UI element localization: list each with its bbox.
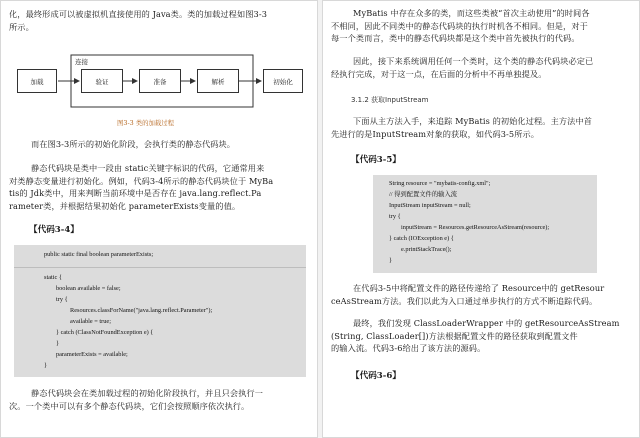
code-line: } xyxy=(44,362,48,369)
text-line: ceAsStream方法。我们以此为入口通过单步执行的方式不断追踪代码。 xyxy=(331,295,598,306)
text-line: 而在图3-3所示的初始化阶段，会执行类的静态代码块。 xyxy=(31,139,236,149)
right-paragraph-4 xyxy=(331,282,604,307)
text-line: MyBatis 中存在众多的类，而这些类被“首次主动使用”的时间各 xyxy=(353,8,590,18)
load-box: 加载 xyxy=(17,69,57,93)
code-block-3-4 xyxy=(14,245,306,377)
text-line: 每一个类而言，类中的静态代码块都是这个类中首先被执行的代码。 xyxy=(331,33,580,44)
text-line: (String, ClassLoader[])方法根据配置文件的路径获取到配置文件 xyxy=(331,330,578,341)
code-line: e.printStackTrace(); xyxy=(401,246,452,253)
code-line: } catch (ClassNotFoundException e) { xyxy=(56,329,154,336)
left-bottom-paragraph xyxy=(9,387,263,412)
left-page xyxy=(0,0,318,438)
code-line: String resource = "mybatis-config.xml"; xyxy=(389,180,491,187)
text-line: 不相同，因此不同类中的静态代码块的执行时机各不相同。但是，对于 xyxy=(331,20,588,31)
code-line: boolean available = false; xyxy=(56,285,121,292)
text-line: 对类静态变量进行初始化。例如，代码3-4所示的静态代码块位于 MyBa xyxy=(9,175,274,186)
text-line: rameter类，并根据结果初始化 parameterExists变量的值。 xyxy=(9,200,241,211)
code-line: InputStream inputStream = null; xyxy=(389,202,471,209)
text-line: 次。一个类中可以有多个静态代码块，它们会按照顺序依次执行。 xyxy=(9,400,250,411)
section-title: 3.1.2 获取InputStream xyxy=(351,96,429,104)
code-divider xyxy=(14,267,306,268)
class-loading-diagram xyxy=(15,51,305,109)
code-title-3-5: 【代码3-5】 xyxy=(351,155,401,165)
code-line: // 得到配置文件的输入流 xyxy=(389,191,458,198)
right-paragraph-3 xyxy=(331,115,592,140)
text-line: 化，最终形成可以被虚拟机直接使用的 Java类。类的加载过程如图3-3 xyxy=(9,9,268,19)
left-top-paragraph xyxy=(9,8,267,33)
text-line: 在代码3-5中将配置文件的路径传递给了 Resource中的 getResour xyxy=(353,283,605,293)
text-line: 因此，接下来系统调用任何一个类时，这个类的静态代码块必定已 xyxy=(353,56,594,66)
code-line: inputStream = Resources.getResourceAsStream(resource); xyxy=(401,224,550,231)
code-line: static { xyxy=(44,274,62,281)
left-paragraph-3 xyxy=(9,162,273,212)
text-line: 静态代码块是类中一段由 static关键字标识的代码，它通常用来 xyxy=(31,163,265,173)
code-line: try { xyxy=(389,213,401,220)
right-paragraph-1 xyxy=(331,7,590,45)
right-paragraph-2 xyxy=(331,55,593,80)
code-line: parameterExists = available; xyxy=(56,351,128,358)
init-box: 初始化 xyxy=(263,69,303,93)
prepare-box: 准备 xyxy=(139,69,181,93)
code-title-3-4: 【代码3-4】 xyxy=(29,225,79,235)
text-line: 下面从主方法入手，来追踪 MyBatis 的初始化过程。主方法中首 xyxy=(353,116,593,126)
code-line: } xyxy=(389,257,393,264)
text-line: tis的 Jdk类中，用来判断当前环境中是否存在 java.lang.reflect.Pa xyxy=(9,188,262,199)
code-line: public static final boolean parameterExists; xyxy=(44,251,154,258)
code-title-3-6: 【代码3-6】 xyxy=(351,371,401,381)
right-paragraph-5 xyxy=(331,317,619,355)
code-block-3-5 xyxy=(373,175,597,273)
text-line: 的输入流。代码3-6给出了该方法的源码。 xyxy=(331,343,486,354)
left-paragraph-2 xyxy=(31,138,235,151)
text-line: 所示。 xyxy=(9,21,34,32)
link-group-label: 连接 xyxy=(75,58,88,66)
code-line: } xyxy=(56,340,60,347)
text-line: 最终，我们发现 ClassLoaderWrapper 中的 getResourceAsStream xyxy=(353,318,620,328)
right-page xyxy=(322,0,640,438)
resolve-box: 解析 xyxy=(197,69,239,93)
code-line: try { xyxy=(56,296,68,303)
code-line: available = true; xyxy=(70,318,111,325)
code-line: } catch (IOException e) { xyxy=(389,235,454,242)
text-line: 静态代码块会在类加载过程的初始化阶段执行，并且只会执行一 xyxy=(31,388,264,398)
verify-box: 验证 xyxy=(81,69,123,93)
figure-caption: 图3-3 类的加载过程 xyxy=(117,119,175,127)
code-line: Resources.classForName("java.lang.reflect.Parameter"); xyxy=(70,307,213,314)
text-line: 经执行完成，对于这一点，在后面的分析中不再单独提及。 xyxy=(331,68,547,79)
text-line: 先进行的是InputStream对象的获取，如代码3-5所示。 xyxy=(331,128,540,139)
